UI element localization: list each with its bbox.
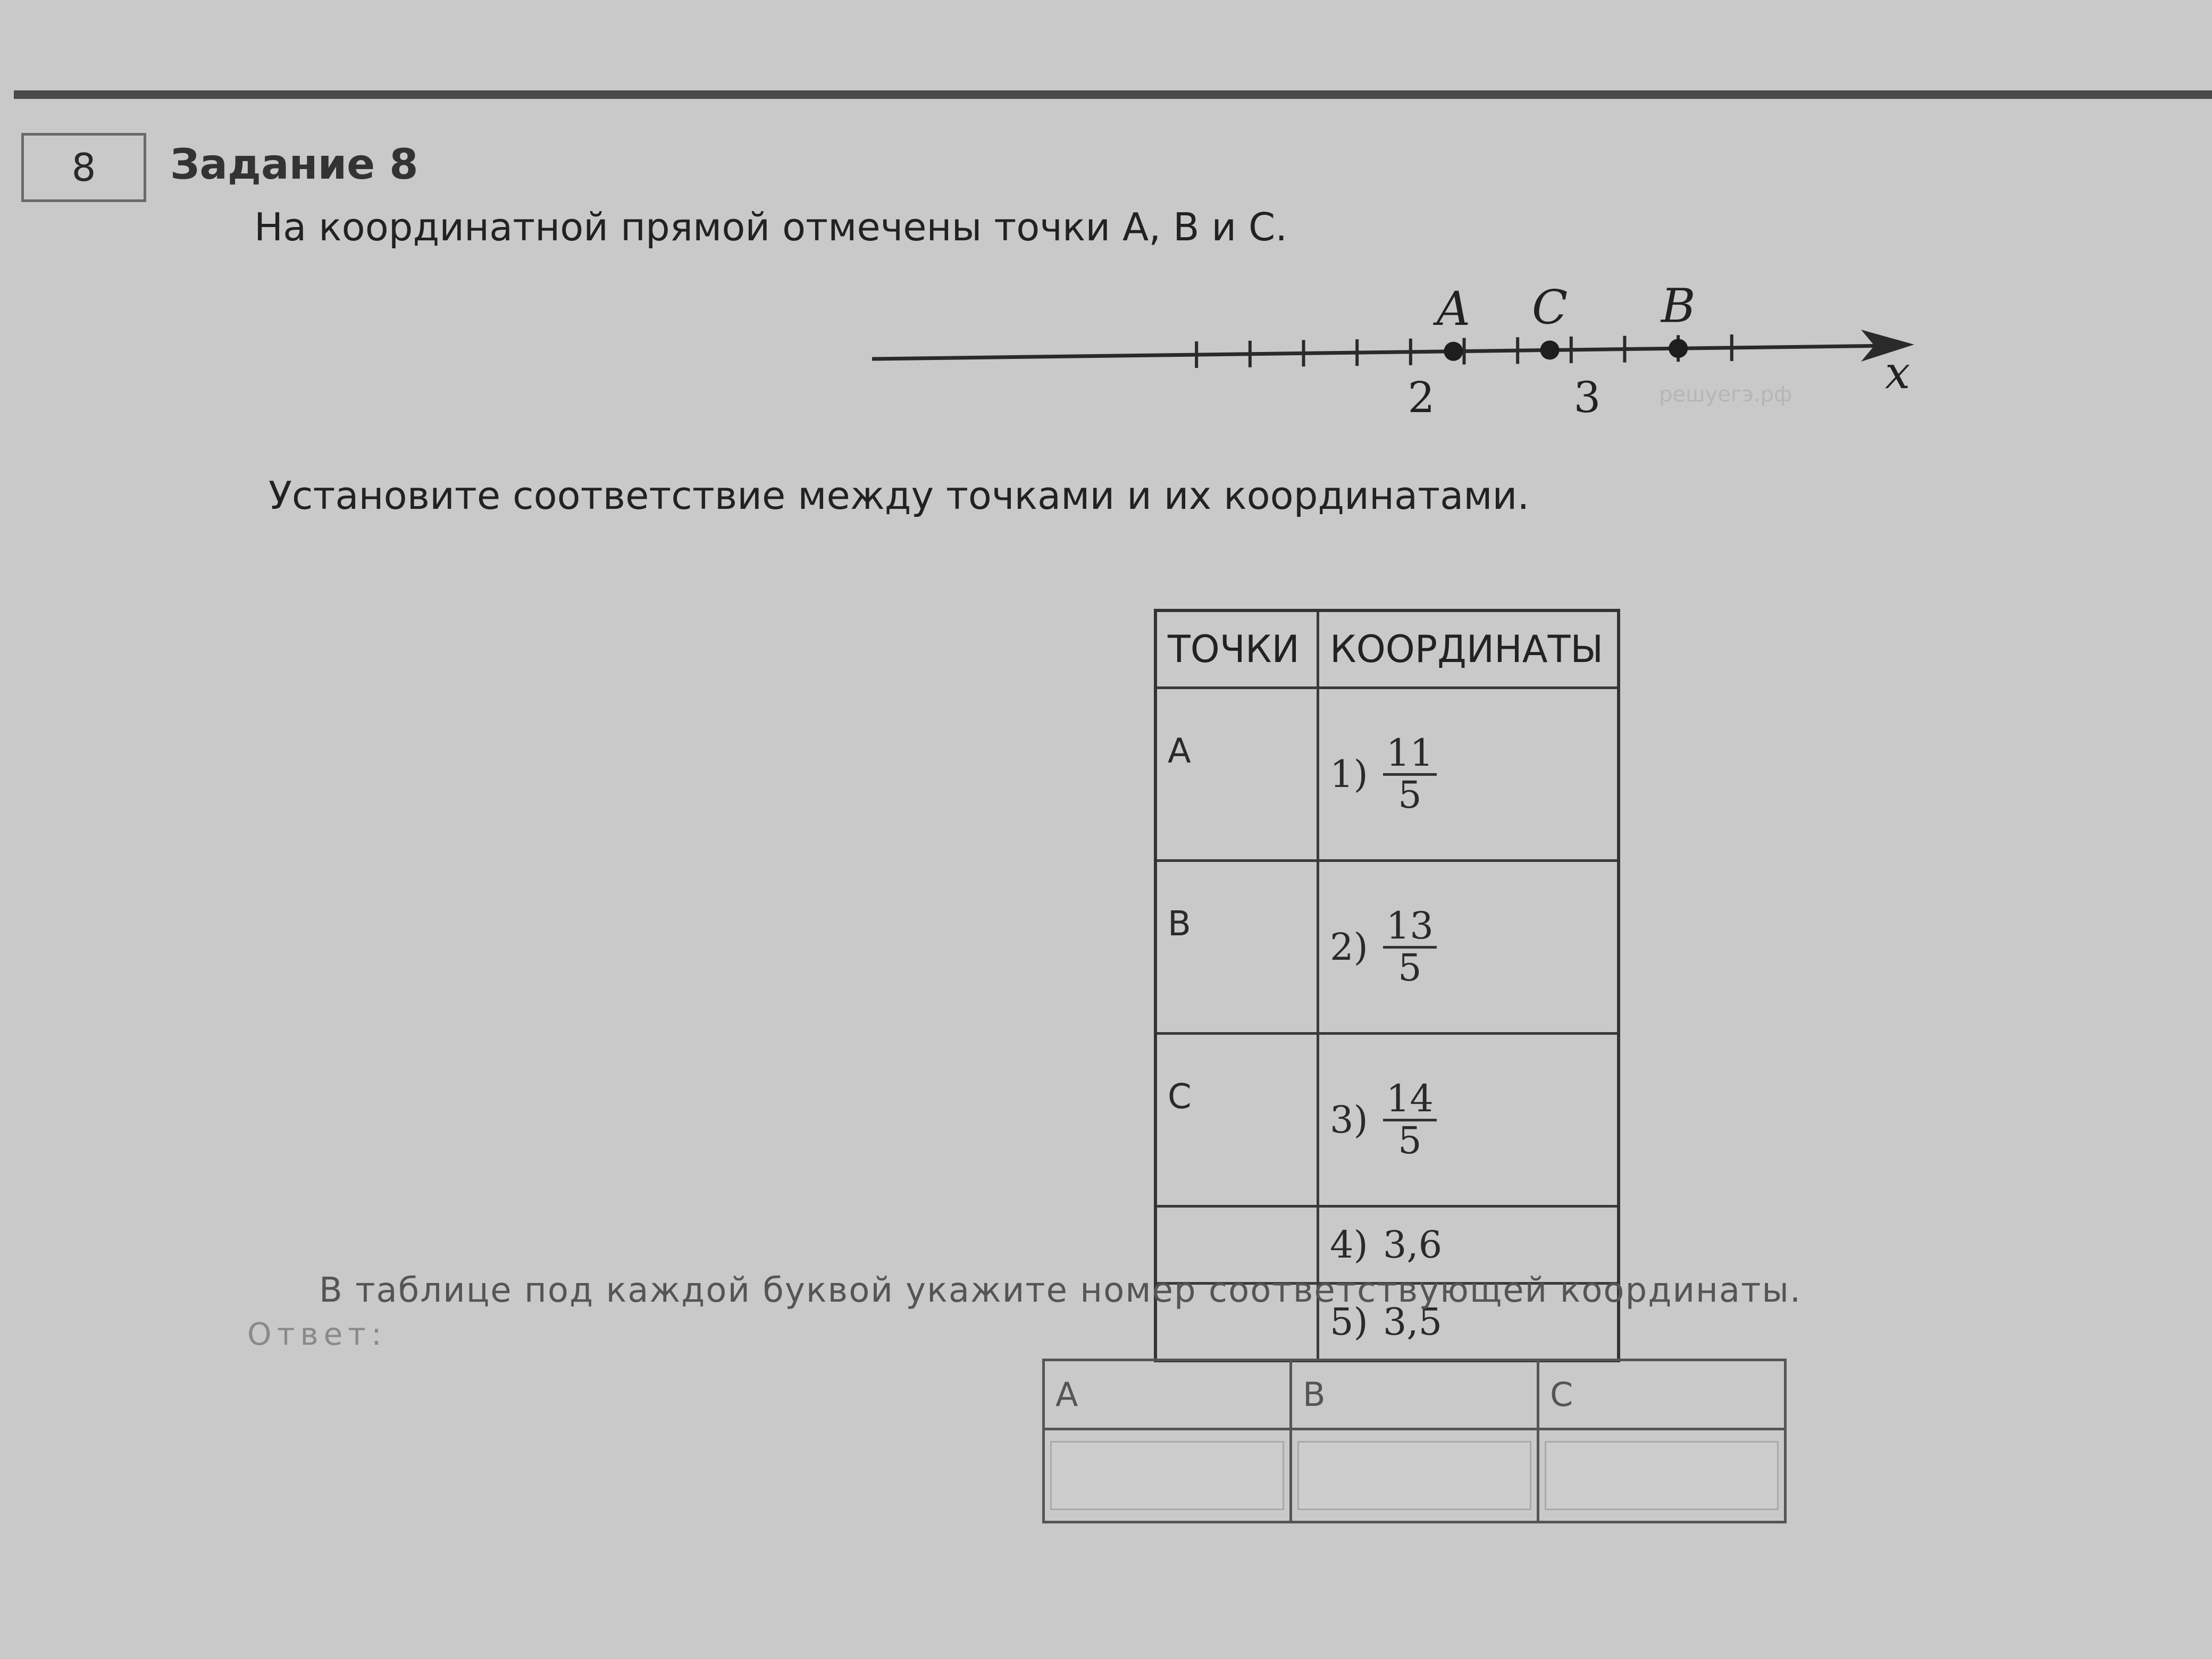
instruction: Установите соответствие между точками и их координатами. — [269, 473, 1530, 518]
header-coordinates: КООРДИНАТЫ — [1318, 610, 1619, 688]
watermark: решуегэ.рф — [1659, 382, 1792, 407]
point-label-b: B — [1661, 278, 1696, 333]
table-row — [1155, 688, 1619, 861]
fraction-13-5 — [1383, 904, 1437, 990]
fraction-denominator: 5 — [1398, 1118, 1422, 1162]
answer-input-c[interactable] — [1545, 1441, 1779, 1510]
option-2-index: 2) — [1330, 925, 1368, 969]
axis-line — [872, 346, 1893, 359]
answer-hint: В таблице под каждой буквой укажите номер соответствующей координаты. — [319, 1271, 1802, 1310]
fraction-numerator: 11 — [1383, 734, 1437, 776]
answer-col-a: A — [1044, 1360, 1291, 1429]
task-title: Задание 8 — [170, 141, 418, 189]
matching-table — [1154, 609, 1620, 1362]
axis-ticks — [1196, 334, 1732, 368]
fraction-11-5 — [1383, 731, 1437, 817]
answer-cell-a — [1044, 1429, 1291, 1522]
fraction-14-5 — [1383, 1079, 1437, 1160]
answer-table-header — [1044, 1360, 1786, 1429]
matching-table-header — [1155, 610, 1619, 688]
header-points: ТОЧКИ — [1155, 610, 1318, 688]
option-1 — [1318, 688, 1619, 861]
task-number-box — [21, 133, 146, 202]
fraction-numerator: 13 — [1383, 907, 1437, 949]
option-3-index: 3) — [1330, 1098, 1368, 1142]
answer-input-row — [1044, 1429, 1786, 1522]
point-b: B — [1155, 861, 1318, 1034]
option-5-value: 3,5 — [1382, 1300, 1443, 1344]
table-row — [1155, 1034, 1619, 1206]
point-marker-b — [1669, 339, 1688, 358]
point-a: A — [1155, 688, 1318, 861]
answer-table — [1042, 1359, 1787, 1523]
point-label-a: A — [1436, 281, 1471, 336]
answer-label: Ответ: — [247, 1316, 387, 1352]
point-label-c: C — [1531, 280, 1568, 335]
fraction-denominator: 5 — [1398, 773, 1422, 817]
option-4-index: 4) — [1330, 1223, 1368, 1267]
option-1-index: 1) — [1330, 752, 1368, 796]
task-number: 8 — [71, 145, 96, 190]
answer-input-a[interactable] — [1050, 1441, 1284, 1510]
answer-col-c: C — [1538, 1360, 1786, 1429]
point-c: C — [1155, 1034, 1318, 1206]
table-row — [1155, 861, 1619, 1034]
answer-input-b[interactable] — [1297, 1441, 1531, 1510]
top-divider — [14, 90, 2212, 99]
axis-name: x — [1885, 347, 1911, 399]
answer-col-b: B — [1291, 1360, 1538, 1429]
task-prompt: На координатной прямой отмечены точки A, B и C. — [254, 205, 1288, 249]
point-marker-a — [1444, 342, 1463, 361]
answer-cell-b — [1291, 1429, 1538, 1522]
option-3 — [1318, 1034, 1619, 1206]
tick-label-3: 3 — [1573, 373, 1601, 422]
tick-label-2: 2 — [1407, 373, 1435, 422]
number-line — [872, 276, 1914, 436]
option-5-index: 5) — [1330, 1300, 1368, 1344]
answer-cell-c — [1538, 1429, 1786, 1522]
option-2 — [1318, 861, 1619, 1034]
point-marker-c — [1540, 340, 1560, 359]
fraction-numerator: 14 — [1383, 1079, 1437, 1121]
fraction-denominator: 5 — [1398, 945, 1422, 990]
option-4-value: 3,6 — [1382, 1223, 1443, 1267]
